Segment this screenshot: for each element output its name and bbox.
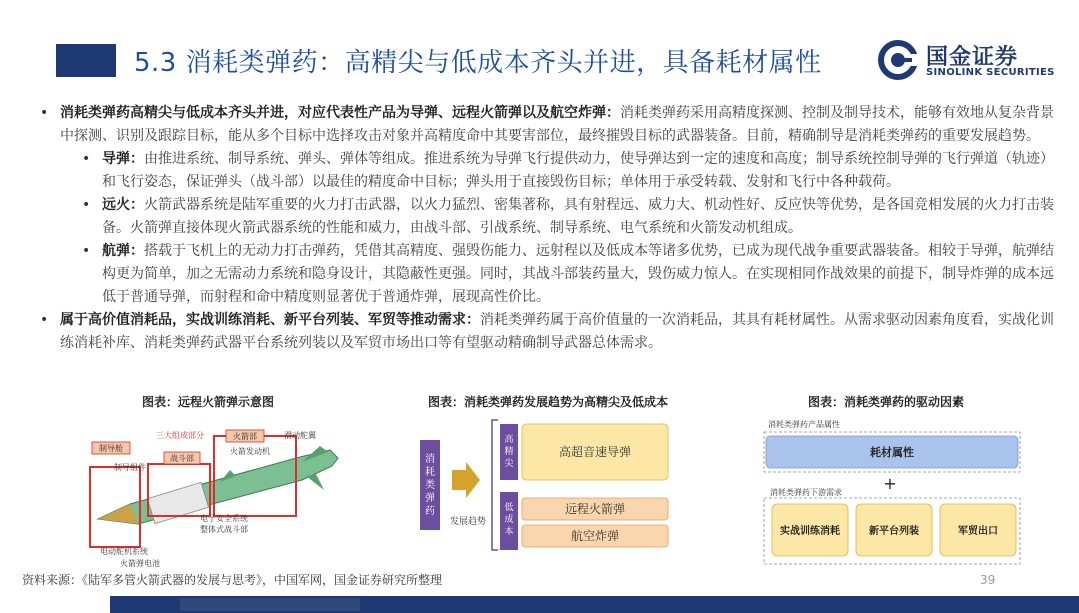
- trend-diagram: [410, 412, 700, 562]
- plus-sign: +: [883, 474, 897, 493]
- sub-bullet-bomb: [40, 240, 1055, 309]
- sub-bullet-missile-heading: 导弹：: [102, 151, 144, 167]
- footer-decoration: [180, 598, 360, 611]
- title-accent-block: [56, 44, 116, 77]
- driver-diagram: [760, 412, 1030, 570]
- sinolink-logo-icon: [878, 40, 918, 80]
- sub-bullet-missile: [40, 148, 1055, 194]
- export-label: 军贸出口: [958, 526, 998, 537]
- label-servo-system: 电动舵机系统: [100, 547, 148, 556]
- label-rocket-battery: 火箭弹电池: [120, 559, 160, 568]
- consumable-attr-label: 耗材属性: [870, 446, 914, 459]
- logo-english-name: SINOLINK SECURITIES: [926, 67, 1055, 78]
- figure-3-caption: 图表：消耗类弹药的驱动因素: [808, 395, 965, 409]
- label-rocket-motor: 火箭发动机: [230, 447, 270, 456]
- bullet-2: [40, 309, 1055, 355]
- label-three-parts: 三大组成部分: [156, 431, 204, 440]
- trend-arrow-icon: [452, 462, 480, 498]
- low-cost-label: 低成本: [504, 503, 514, 537]
- bullet-1-heading: 消耗类弹药高精尖与低成本齐头并进，对应代表性产品为导弹、远程火箭弹以及航空炸弹：: [60, 105, 620, 121]
- label-safety-system: 电子安全系统: [200, 514, 248, 523]
- new-platform-label: 新平台列装: [869, 526, 919, 537]
- label-rocket-part: 火箭部: [233, 432, 257, 441]
- sub-bullet-missile-body: 由推进系统、制导系统、弹头、弹体等组成。推进系统为导弹飞行提供动力，使导弹达到一定的速度和高度；制导系统控制导弹的飞行弹道（轨迹）和飞行姿态，保证弹头（战斗部）以最佳的精度命中目标；弹头用于直接毁伤目标；单体用于承受转载、发射和飞行中各种载荷。: [102, 151, 1054, 190]
- label-sliding-rudder: 滑动舵翼: [284, 431, 316, 440]
- bullet-1-body: 消耗类弹药采用高精度探测、控制及制导技术，能够有效地从复杂背景中探测、识别及跟踪目标，能从多个目标中选择攻击对象并高精度命中其要害部位，最终摧毁目标的武器装备。目前，精确制导是消耗类弹药的重要发展趋势。: [60, 105, 1054, 144]
- hypersonic-label: 高超音速导弹: [558, 445, 632, 459]
- sub-bullet-rocket-body: 火箭武器系统是陆军重要的火力打击武器，以火力猛烈、密集著称，具有射程远、威力大、机动性好、反应快等优势，是各国竞相发展的火力打击装备。火箭弹直接体现火箭武器系统的性能和威力，由战斗部、引战系统、制导系统、电气系统和火箭发动机组成。: [102, 197, 1054, 236]
- label-guidance-components: 制导组件: [114, 463, 146, 472]
- bullet-2-body: 消耗类弹药属于高价值量的一次消耗品，其具有耗材属性。从需求驱动因素角度看，实战化训练消耗补库、消耗类弹药武器平台系统列装以及军贸市场出口等有望驱动精确制导武器总体需求。: [60, 312, 1054, 351]
- high-end-label: 高精尖: [504, 435, 514, 469]
- bullet-2-heading: 属于高价值消耗品，实战训练消耗、新平台列装、军贸等推动需求：: [60, 312, 480, 328]
- bomb-item-label: 航空炸弹: [570, 529, 620, 543]
- figure-1-caption: 图表：远程火箭弹示意图: [142, 395, 275, 409]
- bullet-content: [40, 102, 1055, 355]
- downstream-demand-label: 消耗类弹药下游需求: [770, 488, 842, 497]
- page-number: 39: [980, 573, 996, 587]
- logo-chinese-name: 国金证券: [926, 45, 1019, 70]
- training-demand-label: 实战训练消耗: [780, 526, 840, 537]
- label-warhead-part: 战斗部: [170, 454, 194, 463]
- trend-label: 发展趋势: [449, 517, 487, 527]
- rocket-item-label: 远程火箭弹: [564, 502, 626, 516]
- label-guidance-cabin: 制导舱: [99, 444, 123, 453]
- sub-bullet-rocket-heading: 远火：: [102, 197, 144, 213]
- source-note: 资料来源：《陆军多管火箭武器的发展与思考》，中国军网，国金证券研究所整理: [22, 573, 443, 587]
- slide-title: 5.3 消耗类弹药：高精尖与低成本齐头并进，具备耗材属性: [134, 48, 822, 78]
- ammo-category-label: 消耗类弹药: [425, 454, 435, 517]
- figure-2-caption: 图表：消耗类弹药发展趋势为高精尖及低成本: [428, 395, 669, 409]
- sinolink-logo: [878, 40, 1058, 80]
- product-attr-label: 消耗类弹药产品属性: [768, 420, 840, 429]
- rocket-body: [98, 446, 338, 524]
- label-integral-warhead: 整体式战斗部: [200, 525, 248, 534]
- rocket-diagram: [70, 412, 390, 572]
- sub-bullet-bomb-body: 搭载于飞机上的无动力打击弹药，凭借其高精度、强毁伤能力、远射程以及低成本等诸多优势，已成为现代战争重要武器装备。相较于导弹，航弹结构更为简单，加之无需动力系统和隐身设计，其隐蔽性更强。同时，其战斗部装药量大，毁伤威力惊人。在实现相同作战效果的前提下，制导炸弹的成本远低于普通导弹，而射程和命中精度则显著优于普通炸弹，展现高性价比。: [102, 243, 1054, 305]
- sub-bullet-bomb-heading: 航弹：: [102, 243, 144, 259]
- sub-bullet-rocket: [40, 194, 1055, 240]
- bullet-1: [40, 102, 1055, 148]
